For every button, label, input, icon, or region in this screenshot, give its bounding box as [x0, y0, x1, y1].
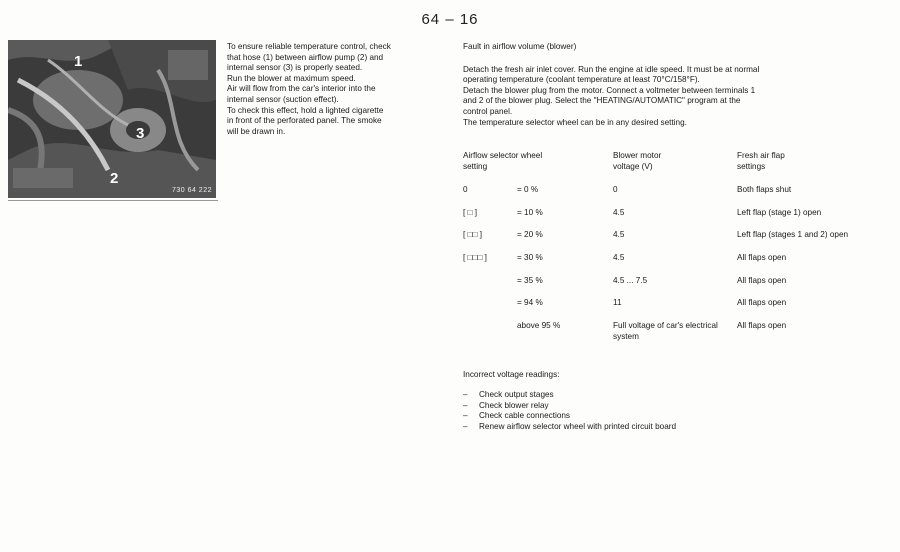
row-symbol: 0: [463, 185, 468, 194]
fault-line: Detach the blower plug from the motor. Connect a voltmeter between terminals 1: [463, 85, 756, 95]
list-item: [463, 401, 676, 412]
row-percent: = 94 %: [517, 298, 543, 307]
left-line: Air will flow from the car's interior into the: [227, 84, 376, 94]
fault-line: and 2 of the blower plug. Select the "HEATING/AUTOMATIC" program at the: [463, 96, 741, 106]
left-line: internal sensor (suction effect).: [227, 94, 339, 104]
photo-rule: [8, 200, 218, 201]
check-item-text: Check output stages: [479, 390, 554, 399]
dash-bullet: –: [463, 411, 468, 421]
row-voltage: 4.5 ... 7.5: [613, 276, 648, 285]
check-item-text: Renew airflow selector wheel with printed circuit board: [479, 421, 677, 431]
fault-instructions: [463, 65, 883, 129]
callout-1: 1: [74, 53, 83, 70]
row-percent: = 30 %: [517, 253, 543, 262]
callout-2: 2: [110, 170, 119, 187]
row-voltage: 11: [613, 298, 622, 307]
dash-bullet: –: [463, 400, 468, 410]
header-voltage-line: Blower motor: [613, 151, 662, 160]
row-flaps: All flaps open: [737, 298, 787, 307]
dash-bullet: –: [463, 390, 468, 399]
header-setting: [463, 151, 542, 172]
check-item-text: Check cable connections: [479, 411, 571, 421]
row-symbol: [ □ ]: [463, 208, 478, 217]
callout-3: 3: [136, 125, 145, 142]
left-line: To ensure reliable temperature control, check: [227, 42, 391, 51]
fault-line: The temperature selector wheel can be in any desired setting.: [463, 117, 687, 127]
row-percent: = 20 %: [517, 230, 543, 239]
row-percent: above 95 %: [517, 321, 561, 330]
row-voltage: 4.5: [613, 208, 625, 217]
photo-code: 730 64 222: [171, 187, 212, 194]
row-percent: = 10 %: [517, 208, 543, 217]
row-symbol: [ □□ ]: [463, 230, 482, 239]
fault-line: Detach the fresh air inlet cover. Run the engine at idle speed. It must be at normal: [463, 64, 760, 74]
left-line: internal sensor (3) is properly seated.: [227, 63, 363, 73]
fault-line: operating temperature (coolant temperature at least 70°C/158°F).: [463, 75, 700, 85]
left-line: in front of the perforated panel. The smoke: [227, 116, 382, 126]
row-percent: = 35 %: [517, 276, 543, 285]
dash-bullet: –: [463, 421, 468, 431]
left-line: Run the blower at maximum speed.: [227, 73, 356, 83]
row-voltage: 4.5: [613, 230, 625, 239]
row-flaps: All flaps open: [737, 276, 787, 285]
row-voltage: Full voltage of car's electrical system: [613, 321, 718, 341]
left-line: that hose (1) between airflow pump (2) and: [227, 52, 384, 62]
row-percent: = 0 %: [517, 185, 539, 194]
row-flaps: All flaps open: [737, 253, 787, 262]
header-voltage: [613, 151, 661, 172]
fault-title: Fault in airflow volume (blower): [463, 42, 577, 51]
row-flaps: Left flap (stages 1 and 2) open: [737, 230, 849, 239]
row-flaps: Left flap (stage 1) open: [737, 208, 822, 217]
header-setting-line: setting: [463, 161, 488, 171]
row-flaps: Both flaps shut: [737, 185, 792, 194]
row-symbol: [ □□□ ]: [463, 253, 487, 262]
list-item: [463, 422, 676, 433]
fault-line: control panel.: [463, 106, 513, 116]
check-item-text: Check blower relay: [479, 400, 549, 410]
header-voltage-line: voltage (V): [613, 161, 653, 171]
left-instructions: [227, 42, 432, 137]
left-line: To check this effect, hold a lighted cigarette: [227, 105, 384, 115]
incorrect-title: Incorrect voltage readings:: [463, 370, 560, 379]
left-line: will be drawn in.: [227, 126, 286, 136]
page-number: 64 – 16: [421, 11, 479, 28]
row-flaps: All flaps open: [737, 321, 787, 330]
row-voltage: 0: [613, 185, 618, 194]
row-voltage: 4.5: [613, 253, 625, 262]
header-flaps-line: Fresh air flap: [737, 151, 785, 160]
list-item: [463, 390, 676, 401]
header-flaps: [737, 151, 785, 172]
header-flaps-line: settings: [737, 161, 766, 171]
fault-section: [463, 42, 883, 128]
header-setting-line: Airflow selector wheel: [463, 151, 543, 160]
check-list: [463, 390, 676, 432]
list-item: [463, 411, 676, 422]
engine-photo: [8, 40, 216, 198]
